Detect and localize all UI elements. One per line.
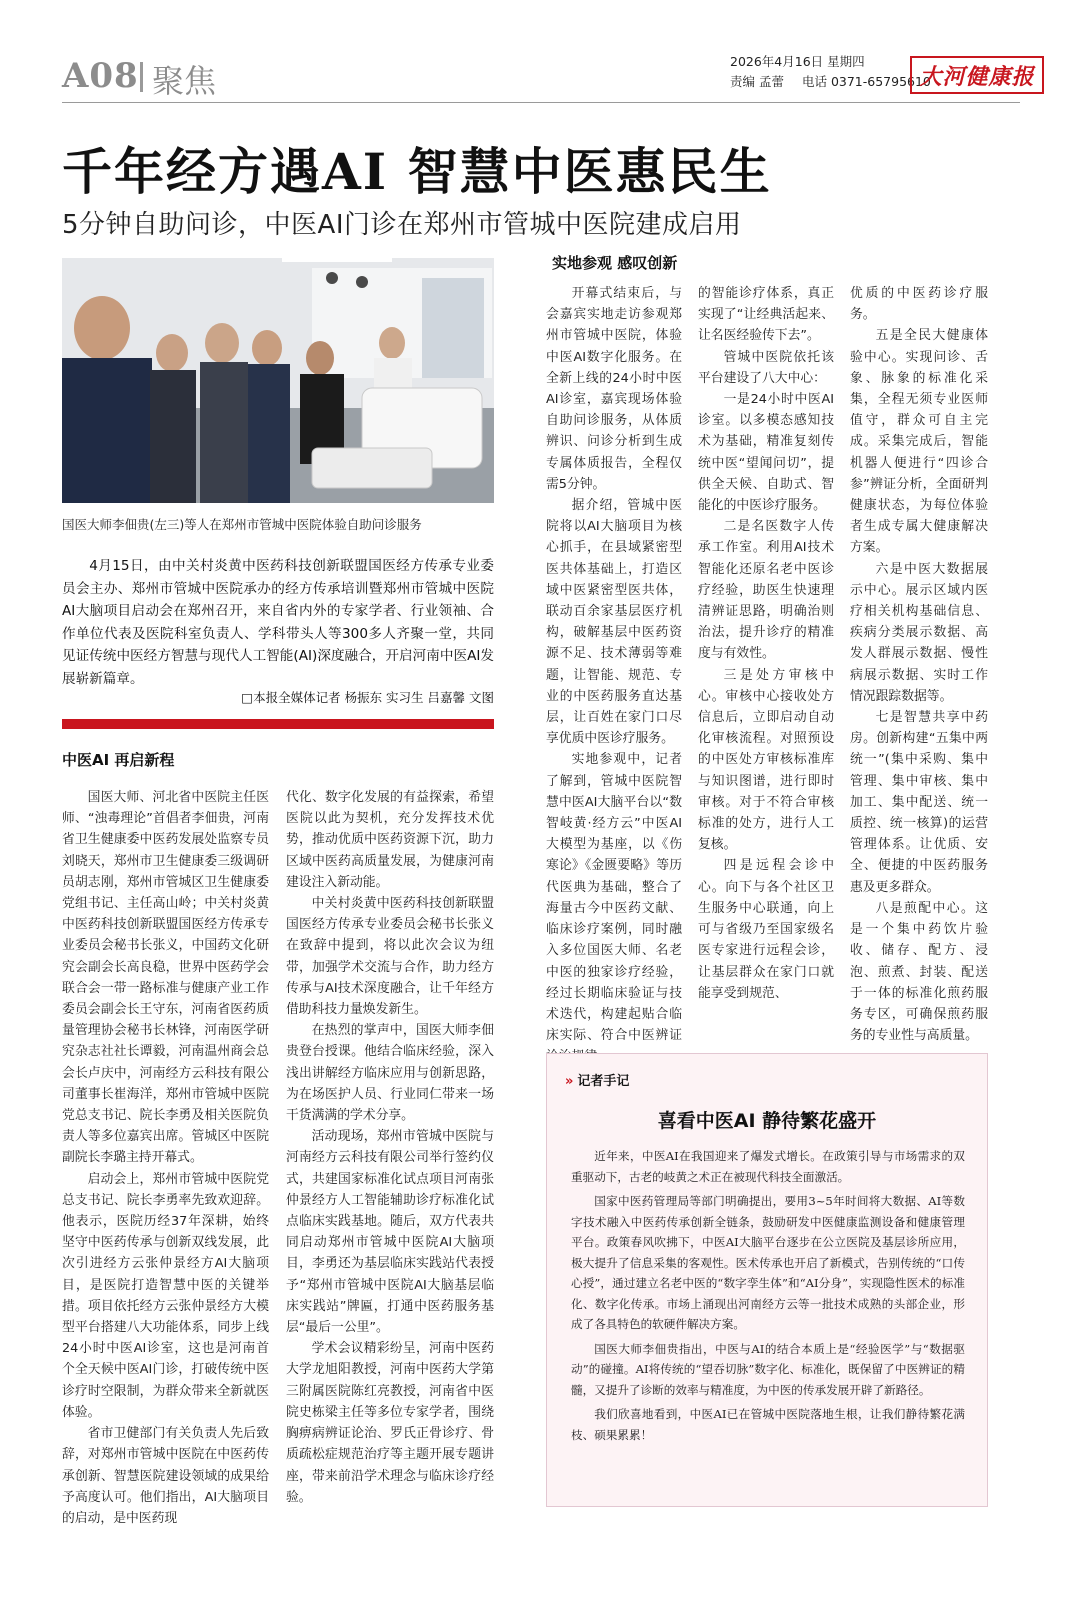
col2-paragraph: 活动现场，郑州市管城中医院与河南经方云科技有限公司举行签约仪式，共建国家标准化试点项目河南张仲景经方人工智能辅助诊疗标准化试点临床实践基地。随后，双方代表共同启动郑州市管城中医院AI大脑项目，李勇还为基层临床实践站代表授予“郑州市管城中医院AI大脑基层临床实践站”牌匾，打通中医药服务基层“最后一公里”。 <box>286 1129 494 1336</box>
col4-paragraph: 一是24小时中医AI诊室。以多模态感知技术为基础，精准复刻传统中医“望闻问切”，提供全天候、自助式、智能化的中医诊疗服务。 <box>698 392 834 514</box>
page-section: 聚焦 <box>152 62 217 100</box>
header-rule <box>62 102 1020 103</box>
news-photo <box>62 258 494 503</box>
col4-paragraph: 四是远程会诊中心。向下与各个社区卫生服务中心联通，向上可与省级乃至国家级名医专家进行远程会诊，让基层群众在家门口就能享受到规范、 <box>698 858 834 1001</box>
col5-paragraph: 七是智慧共享中药房。创新构建“五集中两统一”(集中采购、集中管理、集中审核、集中加工、集中配送、统一质控、统一核算)的运营管理体系。让优质、安全、便捷的中医药服务惠及更多群众。 <box>850 710 988 895</box>
col3-paragraph: 开幕式结束后，与会嘉宾实地走访参观郑州市管城中医院，体验中医AI数字化服务。在全新上线的24小时中医AI诊室，嘉宾现场体验自助问诊服务，从体质辨识、问诊分析到生成专属体质报告，全程仅需5分钟。 <box>546 286 682 492</box>
col2-paragraph: 学术会议精彩纷呈，河南中医药大学龙旭阳教授，河南中医药大学第三附属医院陈红亮教授，河南省中医院史栋梁主任等多位专家学者，围绕胸痹病辨证论治、罗氏正骨诊疗、骨质疏松症规范治疗等主题开展专题讲座，带来前沿学术理念与临床诊疗经验。 <box>286 1341 494 1505</box>
section-title-2: 实地参观 感叹创新 <box>552 254 678 272</box>
article-column-1 <box>62 787 269 1526</box>
col4-paragraph: 的智能诊疗体系，真正实现了“让经典活起来、让名医经验传下去”。 <box>698 286 834 344</box>
page-header <box>62 52 1035 100</box>
col1-paragraph: 国医大师、河北省中医院主任医师、“浊毒理论”首倡者李佃贵，河南省卫生健康委中医药发展处监察专员刘晓天，郑州市卫生健康委三级调研员胡志刚，郑州市管城区卫生健康委党组书记、主任高山岭；中关村炎黄中医药科技创新联盟国医经方传承专业委员会秘书长张义，中国药文化研究会副会长高良稳，世界中医药学会联合会一带一路标准与健康产业工作委员会副会长王守东，河南省医药质量管理协会秘书长林锋，河南医学研究杂志社社长谭毅，河南温州商会总会长卢庆中，河南经方云科技有限公司董事长崔海洋，郑州市管城中医院党总支书记、院长李勇及相关医院负责人等多位嘉宾出席。管城区中医院副院长李璐主持开幕式。 <box>62 790 269 1166</box>
col2-paragraph: 中关村炎黄中医药科技创新联盟国医经方传承专业委员会秘书长张义在致辞中提到，将以此次会议为纽带，加强学术交流与合作，助力经方传承与AI技术深度融合，让千年经方借助科技力量焕发新生。 <box>286 896 494 1018</box>
col5-paragraph: 优质的中医药诊疗服务。 <box>850 286 988 323</box>
col4-paragraph: 二是名医数字人传承工作室。利用AI技术智能化还原名老中医诊疗经验，助医生快速理清辨证思路，明确治则治法，提升诊疗的精准度与有效性。 <box>698 519 834 662</box>
col5-paragraph: 五是全民大健康体验中心。实现问诊、舌象、脉象的标准化采集，全程无须专业医师值守，群众可自主完成。采集完成后，智能机器人便进行“四诊合参”辨证分析，全面研判健康状态，为每位体验者生成专属大健康解决方案。 <box>850 328 988 556</box>
article-column-5 <box>850 283 988 1044</box>
article-column-4 <box>698 283 834 1023</box>
note-body <box>571 1146 965 1449</box>
col3-paragraph: 据介绍，管城中医院将以AI大脑项目为核心抓手，在县域紧密型医共体基础上，打造区域中医紧密型医共体，联动百余家基层医疗机构，破解基层中医药资源不足、技术薄弱等难题，让智能、规范、专业的中医药服务直达基层，让百姓在家门口尽享优质中医诊疗服务。 <box>546 498 682 747</box>
photo-illustration <box>62 258 494 503</box>
section-title-1: 中医AI 再启新程 <box>62 751 175 769</box>
note-tag <box>565 1070 629 1089</box>
reporter-note-box <box>546 1053 988 1507</box>
note-paragraph: 国家中医药管理局等部门明确提出，要用3~5年时间将大数据、AI等数字技术融入中医药传承创新全链条，鼓励研发中医健康监测设备和健康管理平台。政策春风吹拂下，中医AI大脑平台逐步在公立医院及基层诊所应用，极大提升了信息采集的客观性。医术传承也开启了新模式，告别传统的“口传心授”，通过建立名老中医的“数字孪生体”和“AI分身”，实现隐性医术的标准化、数字化传承。市场上涌现出河南经方云等一批技术成熟的头部企业，形成了各具特色的软硬件解决方案。 <box>571 1194 965 1331</box>
double-chevron-icon: » <box>565 1074 574 1089</box>
editor-name: 责编 孟蕾 <box>730 74 784 89</box>
col3-paragraph: 实地参观中，记者了解到，管城中医院智慧中医AI大脑平台以“数智岐黄·经方云”中医AI大模型为基座，以《伤寒论》《金匮要略》等历代医典为基础，整合了海量古今中医药文献、临床诊疗案例，同时融入多位国医大师、名老中医的独家诊疗经验，经过长期临床验证与技术迭代，构建起贴合临床实际、符合中医辨证 <box>546 752 682 1044</box>
note-paragraph: 近年来，中医AI在我国迎来了爆发式增长。在政策引导与市场需求的双重驱动下，古老的岐黄之术正在被现代科技全面激活。 <box>571 1149 965 1184</box>
photo-caption: 国医大师李佃贵(左三)等人在郑州市管城中医院体验自助问诊服务 <box>62 517 422 532</box>
issue-date: 2026年4月16日 星期四 <box>730 54 865 69</box>
lead-paragraph: 4月15日，由中关村炎黄中医药科技创新联盟国医经方传承专业委员会主办、郑州市管城中医院承办的经方传承培训暨郑州市管城中医院AI大脑项目启动会在郑州召开，来自省内外的专家学者、行业领袖、合作单位代表及医院科室负责人、学科带头人等300多人齐聚一堂，共同见证传统中医经方智慧与现代人工智能(AI)深度融合，开启河南中医AI发展崭新篇章。 <box>62 558 494 687</box>
page-code: A08 <box>62 56 139 96</box>
article-column-3 <box>546 283 682 1044</box>
note-title: 喜看中医AI 静待繁花盛开 <box>657 1110 877 1132</box>
col4-paragraph: 管城中医院依托该平台建设了八大中心： <box>698 349 834 386</box>
note-paragraph: 国医大师李佃贵指出，中医与AI的结合本质上是“经验医学”与“数据驱动”的碰撞。AI将传统的“望吞切脉”数字化、标准化，既保留了中医辨证的精髓，又提升了诊断的效率与精准度，为中医的传承发展开辟了新路径。 <box>571 1341 965 1397</box>
editor-phone: 电话 0371-65795610 <box>801 74 931 89</box>
col2-paragraph: 在热烈的掌声中，国医大师李佃贵登台授课。他结合临床经验，深入浅出讲解经方临床应用与创新思路，为在场医护人员、行业同仁带来一场干货满满的学术分享。 <box>286 1023 494 1124</box>
col4-paragraph: 三是处方审核中心。审核中心接收处方信息后，立即启动自动化审核流程。对照预设的中医处方审核标准库与知识图谱，进行即时审核。对于不符合审核标准的处方，进行人工复核。 <box>698 667 834 853</box>
note-tag-label: 记者手记 <box>577 1074 630 1089</box>
col1-paragraph: 省市卫健部门有关负责人先后致辞，对郑州市管城中医院在中医药传承创新、智慧医院建设领域的成果给予高度认可。他们指出，AI大脑项目的启动，是中医药现 <box>62 1426 269 1526</box>
byline: □本报全媒体记者 杨振东 实习生 吕嘉馨 文图 <box>241 690 494 705</box>
col5-paragraph: 六是中医大数据展示中心。展示区域内医疗相关机构基础信息、疾病分类展示数据、高发人群展示数据、慢性病展示数据、实时工作情况跟踪数据等。 <box>850 561 988 704</box>
newspaper-logo: 大河健康报 <box>910 56 1044 94</box>
col1-paragraph: 启动会上，郑州市管城中医院党总支书记、院长李勇率先致欢迎辞。他表示，医院历经37年深耕，始终坚守中医药传承与创新双线发展，此次引进经方云张仲景经方AI大脑项目，是医院打造智慧中医的关键举措。项目依托经方云张仲景经方大模型平台搭建八大功能体系，同步上线24小时中医AI诊室，这也是河南首个全天候中医AI门诊，打破传统中医诊疗时空限制，为群众带来全新就医体验。 <box>62 1171 269 1420</box>
section-red-bar <box>62 719 494 729</box>
header-divider <box>140 62 143 92</box>
col5-paragraph: 八是煎配中心。这是一个集中药饮片验收、储存、配方、浸泡、煎煮、封装、配送于一体的标准化煎药服务专区，可确保煎药服务的专业性与高质量。 <box>850 900 988 1044</box>
headline: 千年经方遇AI 智慧中医惠民生 <box>62 142 772 201</box>
col2-paragraph: 代化、数字化发展的有益探索，希望医院以此为契机，充分发挥技术优势，推动优质中医药资源下沉，助力区域中医药高质量发展，为健康河南建设注入新动能。 <box>286 790 494 890</box>
note-paragraph: 我们欣喜地看到，中医AI已在管城中医院落地生根，让我们静待繁花满枝、硕果累累！ <box>571 1407 965 1442</box>
article-column-2 <box>286 787 494 1507</box>
subheadline: 5分钟自助问诊，中医AI门诊在郑州市管城中医院建成启用 <box>62 210 742 240</box>
